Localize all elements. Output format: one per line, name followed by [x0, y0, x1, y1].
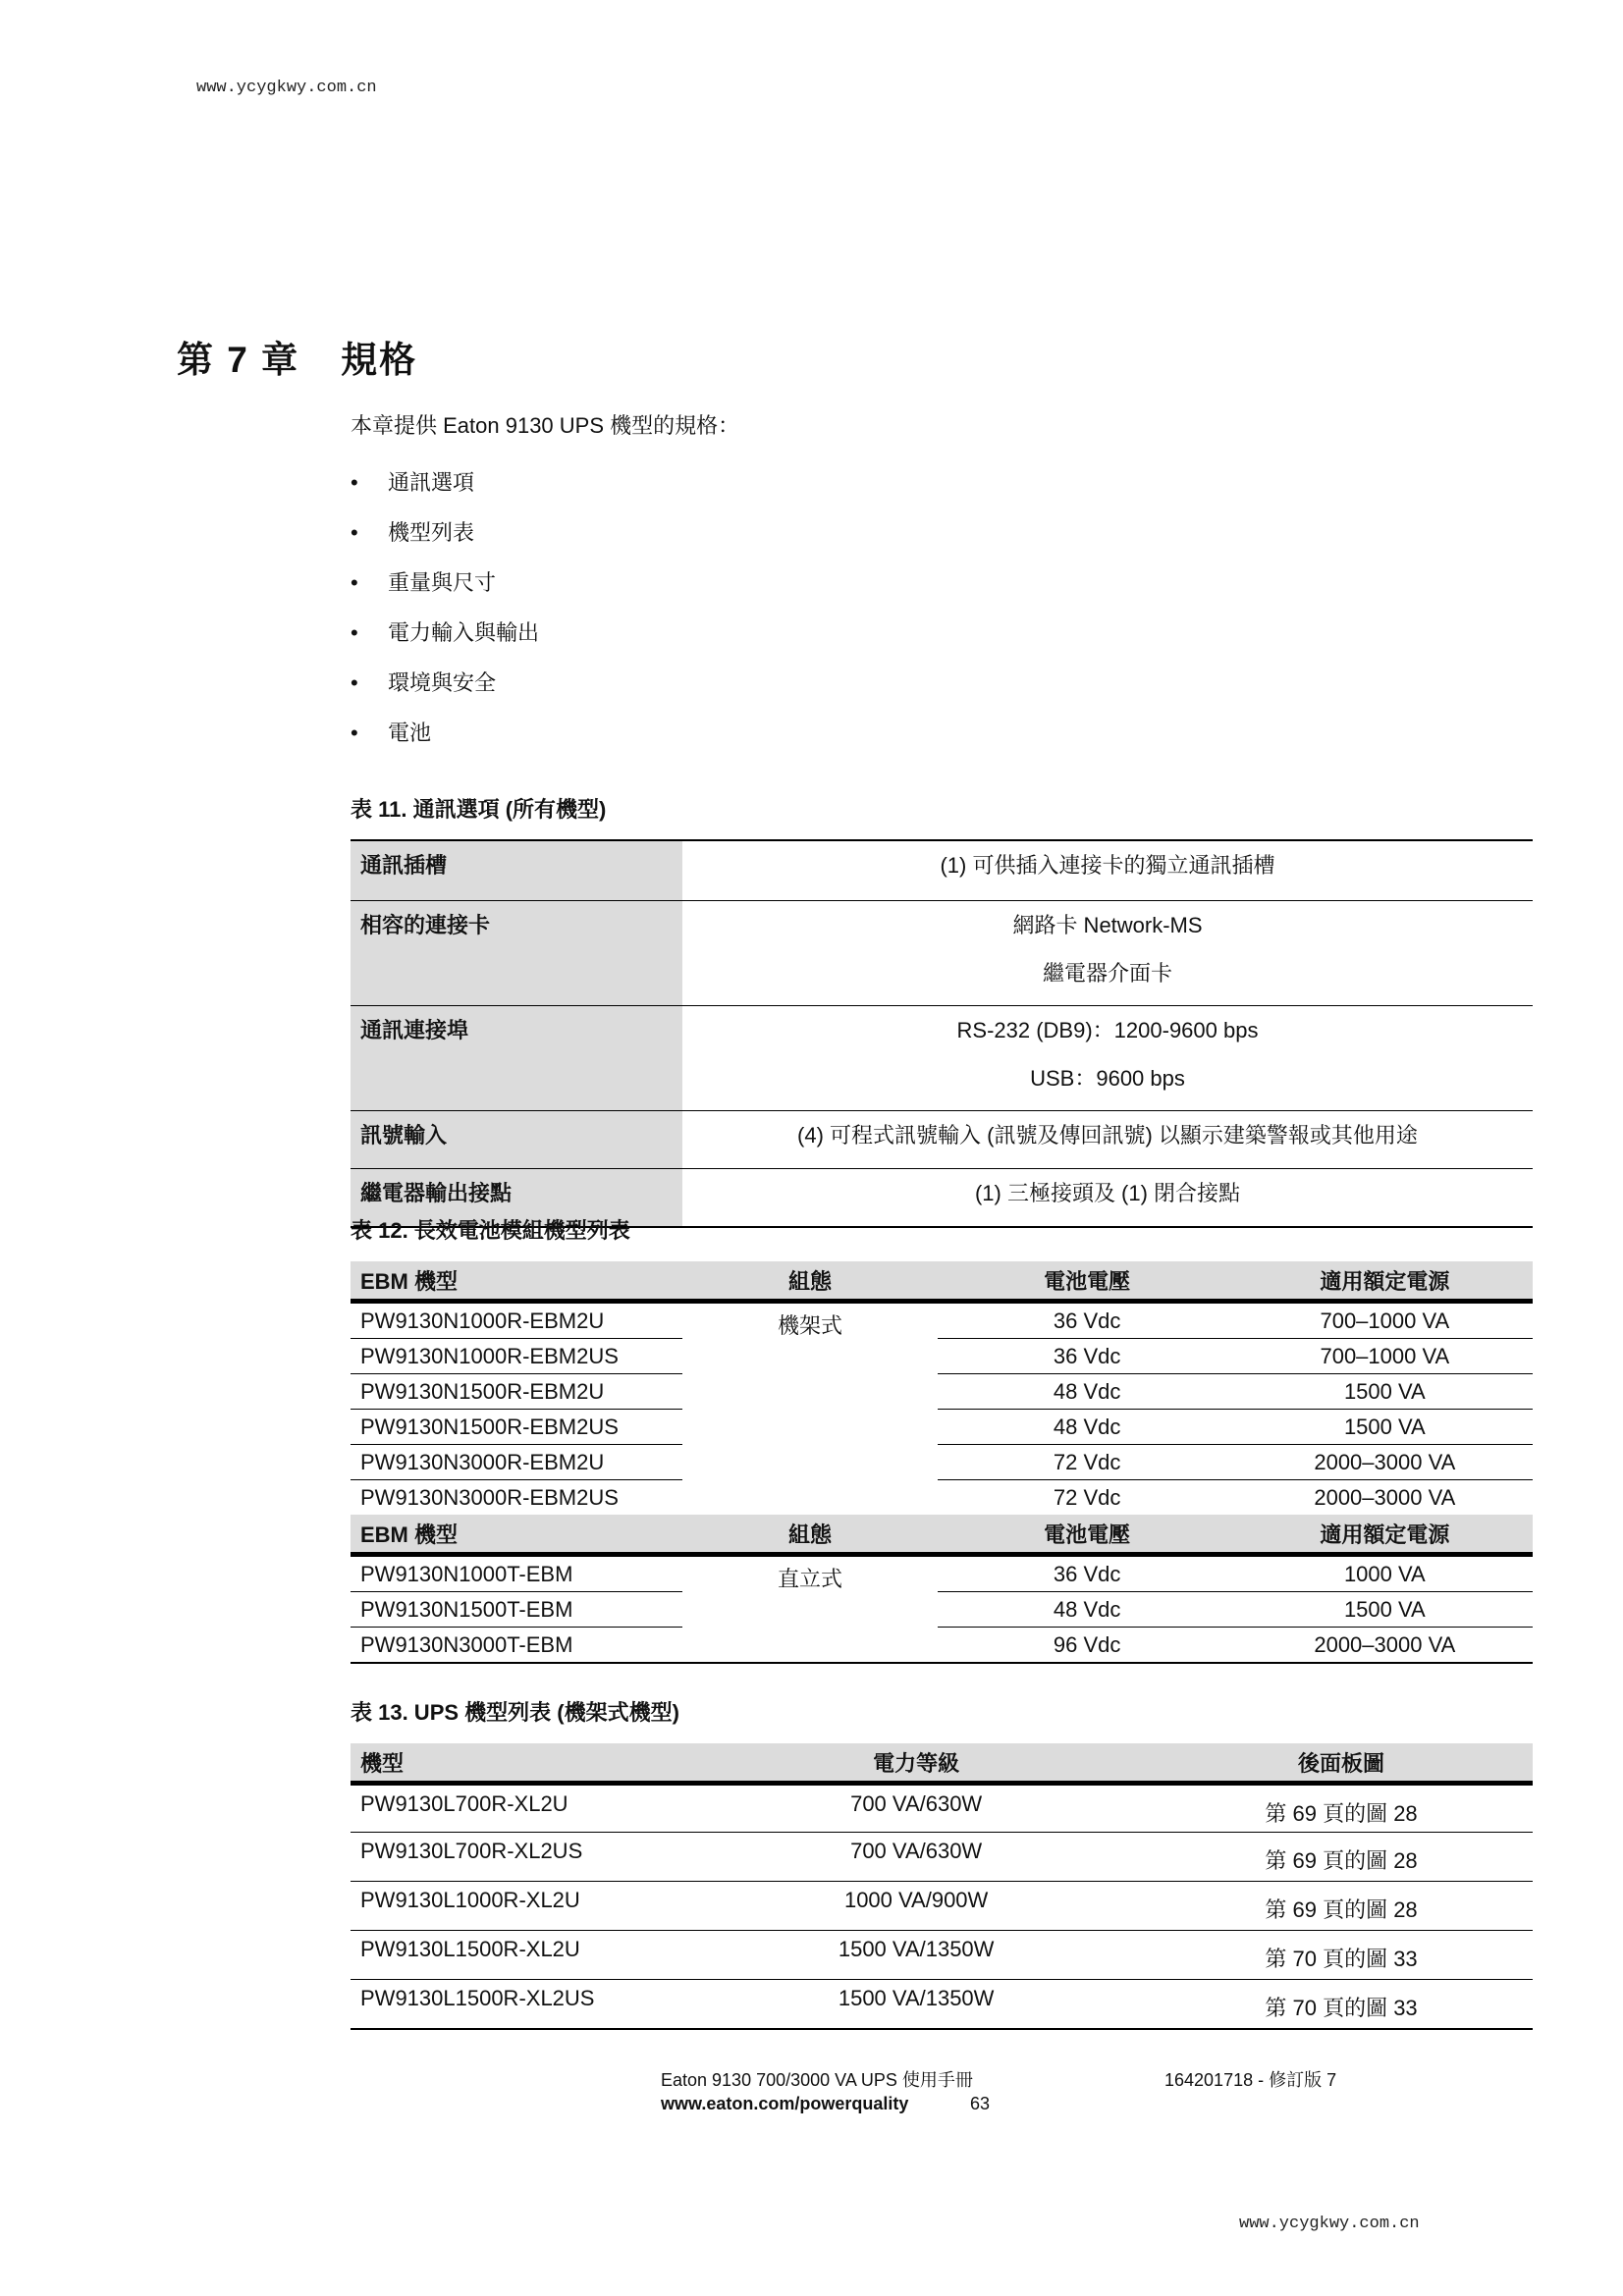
table-row [351, 1111, 1533, 1169]
voltage-cell: 48 Vdc [938, 1410, 1237, 1445]
model-cell: PW9130L700R-XL2US [351, 1833, 682, 1882]
header-row [351, 1261, 1533, 1302]
table-row [351, 1445, 1533, 1480]
chapter-title: 規格 [341, 340, 418, 380]
row-label: 繼電器輸出接點 [351, 1169, 682, 1228]
table-row [351, 1931, 1533, 1980]
table-row [351, 1374, 1533, 1410]
power-cell: 1000 VA/900W [682, 1882, 1150, 1931]
model-cell: PW9130N3000R-EBM2U [351, 1445, 682, 1480]
table-row [351, 901, 1533, 1006]
model-cell: PW9130L1000R-XL2U [351, 1882, 682, 1931]
row-label: 訊號輸入 [351, 1111, 682, 1169]
table-row [351, 1882, 1533, 1931]
watermark-bottom: www.ycygkwy.com.cn [1239, 2215, 1420, 2233]
voltage-cell: 36 Vdc [938, 1555, 1237, 1592]
footer-title: Eaton 9130 700/3000 VA UPS 使用手冊 [661, 2070, 973, 2090]
figure-ref-cell: 第 70 頁的圖 33 [1150, 1931, 1533, 1980]
power-cell: 700 VA/630W [682, 1833, 1150, 1882]
header-row [351, 1743, 1533, 1784]
model-cell: PW9130N1500R-EBM2US [351, 1410, 682, 1445]
config-cell: 機架式 [777, 1313, 842, 1338]
voltage-cell: 36 Vdc [938, 1339, 1237, 1374]
rating-cell: 2000–3000 VA [1237, 1445, 1533, 1480]
config-cell: 直立式 [777, 1567, 842, 1591]
chapter-number: 第 7 章 [177, 340, 300, 380]
column-header: 機型 [351, 1743, 682, 1784]
column-header: EBM 機型 [351, 1261, 682, 1302]
model-cell: PW9130N1500T-EBM [351, 1592, 682, 1628]
model-cell: PW9130N1000T-EBM [351, 1555, 682, 1592]
row-label: 通訊連接埠 [351, 1006, 682, 1111]
table-row [351, 1410, 1533, 1445]
voltage-cell: 48 Vdc [938, 1374, 1237, 1410]
table-row [351, 1628, 1533, 1664]
list-item: • 電池 [351, 714, 539, 764]
column-header: 後面板圖 [1150, 1743, 1533, 1784]
row-value: RS-232 (DB9)：1200-9600 bps [956, 1018, 1259, 1042]
communication-options-table [351, 839, 1533, 1228]
row-label: 通訊插槽 [351, 840, 682, 901]
topic-list [351, 463, 539, 764]
list-item: • 環境與安全 [351, 664, 539, 714]
row-value: (4) 可程式訊號輸入 (訊號及傳回訊號) 以顯示建築警報或其他用途 [797, 1123, 1418, 1148]
page-number: 63 [970, 2094, 991, 2113]
voltage-cell: 36 Vdc [938, 1302, 1237, 1339]
figure-ref-cell: 第 70 頁的圖 33 [1150, 1980, 1533, 2029]
table-row [351, 1784, 1533, 1833]
table13-caption: 表 13. UPS 機型列表 (機架式機型) [351, 1700, 679, 1725]
figure-ref-cell: 第 69 頁的圖 28 [1150, 1882, 1533, 1931]
rating-cell: 700–1000 VA [1237, 1302, 1533, 1339]
rating-cell: 2000–3000 VA [1314, 1484, 1456, 1510]
table-row [351, 1302, 1533, 1339]
model-cell: PW9130L700R-XL2U [351, 1784, 682, 1833]
figure-ref-cell: 第 69 頁的圖 28 [1150, 1833, 1533, 1882]
row-value: (1) 三極接頭及 (1) 閉合接點 [974, 1181, 1241, 1205]
rating-cell: 1500 VA [1237, 1374, 1533, 1410]
table-row [351, 840, 1533, 901]
column-header: 適用額定電源 [1237, 1261, 1533, 1302]
voltage-cell: 72 Vdc [1053, 1484, 1121, 1510]
power-cell: 700 VA/630W [682, 1784, 1150, 1833]
voltage-cell: 72 Vdc [938, 1445, 1237, 1480]
list-item: • 通訊選項 [351, 463, 539, 513]
column-header: 組態 [682, 1261, 937, 1302]
model-cell: PW9130L1500R-XL2US [351, 1980, 682, 2029]
rating-cell: 2000–3000 VA [1314, 1631, 1456, 1657]
footer-revision: 164201718 - 修訂版 7 [1164, 2070, 1337, 2090]
table-row [351, 1980, 1533, 2029]
table-row [351, 1833, 1533, 1882]
model-cell: PW9130N1000R-EBM2U [351, 1302, 682, 1339]
row-value: 網路卡 Network-MS [1012, 913, 1203, 937]
figure-ref-cell: 第 69 頁的圖 28 [1150, 1784, 1533, 1833]
column-header: 電池電壓 [938, 1261, 1237, 1302]
row-value: 繼電器介面卡 [1042, 961, 1172, 986]
table-row [351, 1555, 1533, 1592]
ups-models-table [351, 1743, 1533, 2030]
column-header: 適用額定電源 [1237, 1515, 1533, 1555]
watermark-top: www.ycygkwy.com.cn [196, 79, 377, 97]
power-cell: 1500 VA/1350W [682, 1931, 1150, 1980]
rating-cell: 1500 VA [1237, 1410, 1533, 1445]
rating-cell: 1500 VA [1237, 1592, 1533, 1628]
rating-cell: 1000 VA [1237, 1555, 1533, 1592]
table12-caption: 表 12. 長效電池模組機型列表 [351, 1218, 630, 1243]
list-item: • 電力輸入與輸出 [351, 614, 539, 664]
voltage-cell: 96 Vdc [1053, 1631, 1121, 1657]
column-header: EBM 機型 [351, 1515, 682, 1555]
table-row [351, 1592, 1533, 1628]
model-cell: PW9130N1500R-EBM2U [351, 1374, 682, 1410]
row-label: 相容的連接卡 [351, 901, 682, 1006]
rating-cell: 700–1000 VA [1237, 1339, 1533, 1374]
table-row [351, 1339, 1533, 1374]
power-cell: 1500 VA/1350W [682, 1980, 1150, 2029]
model-cell: PW9130L1500R-XL2U [351, 1931, 682, 1980]
row-value: USB：9600 bps [1030, 1066, 1185, 1091]
list-item: • 重量與尺寸 [351, 563, 539, 614]
voltage-cell: 48 Vdc [938, 1592, 1237, 1628]
table-row [351, 1006, 1533, 1111]
column-header: 電力等級 [682, 1743, 1150, 1784]
footer-url: www.eaton.com/powerquality [661, 2094, 909, 2113]
ebm-models-table [351, 1261, 1533, 1664]
row-value: (1) 可供插入連接卡的獨立通訊插槽 [940, 853, 1275, 878]
model-cell: PW9130N1000R-EBM2US [351, 1339, 682, 1374]
intro-text: 本章提供 Eaton 9130 UPS 機型的規格： [351, 413, 740, 438]
column-header: 組態 [682, 1515, 937, 1555]
table11-caption: 表 11. 通訊選項 (所有機型) [351, 797, 607, 822]
header-row [351, 1515, 1533, 1555]
model-cell: PW9130N3000T-EBM [360, 1631, 573, 1657]
model-cell: PW9130N3000R-EBM2US [360, 1484, 619, 1510]
table-row [351, 1480, 1533, 1516]
chapter-heading [177, 330, 417, 383]
column-header: 電池電壓 [938, 1515, 1237, 1555]
list-item: • 機型列表 [351, 513, 539, 563]
